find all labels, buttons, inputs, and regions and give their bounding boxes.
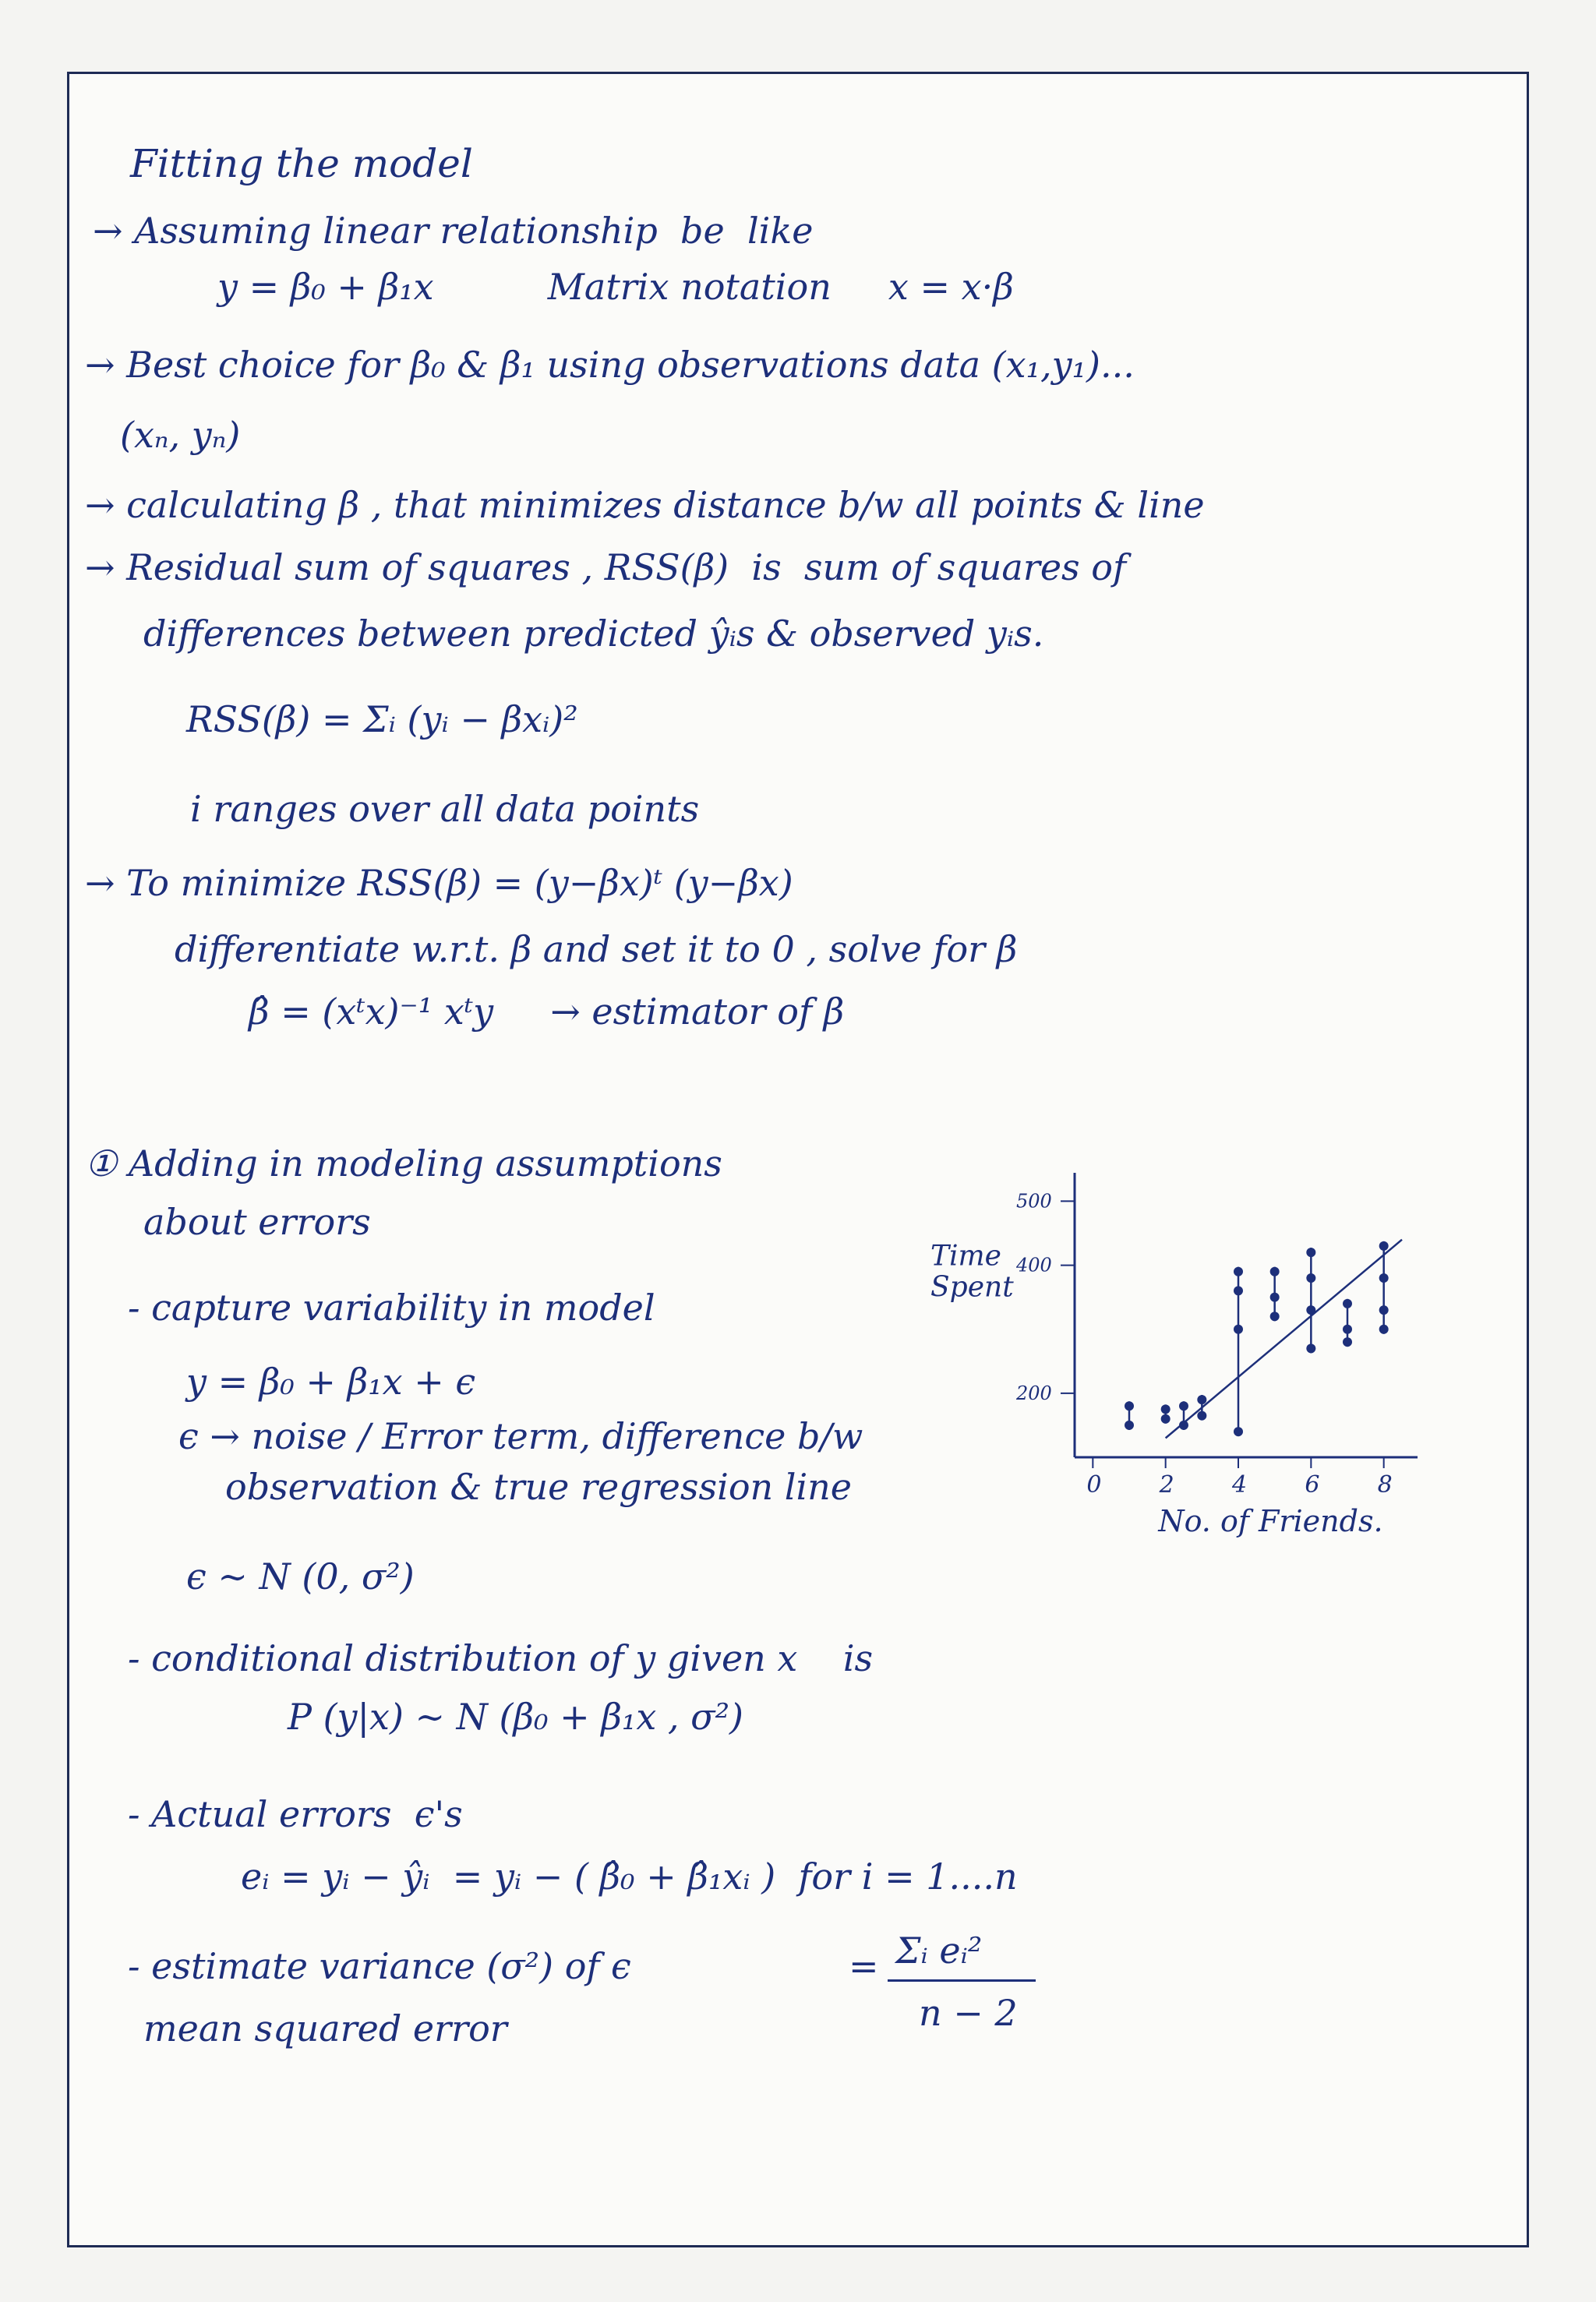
page-title: Fitting the model [130,141,473,186]
equation: ϵ ∼ N (0, σ²) [186,1555,415,1598]
y-axis-label: Time [930,1240,1001,1273]
y-tick-label: 500 [1016,1190,1052,1213]
fraction-numerator: Σᵢ eᵢ² [895,1930,983,1972]
x-tick-label: 6 [1305,1471,1320,1499]
note-line: differentiate w.r.t. β and set it to 0 , solve for β [175,928,1018,970]
data-point [1197,1411,1206,1421]
note-line: → Residual sum of squares , RSS(β) is sum of squares of [85,546,1126,588]
data-point [1379,1273,1389,1283]
note-line: i ranges over all data points [190,788,700,830]
data-point [1234,1267,1243,1276]
data-point [1343,1325,1352,1334]
equation: P (y|x) ∼ N (β₀ + β₁x , σ²) [288,1696,743,1738]
note-line: → Assuming linear relationship be like [93,210,814,252]
y-tick-label: 200 [1016,1382,1052,1404]
note-line: about errors [143,1201,371,1243]
y-axis-label: Spent [930,1271,1014,1304]
data-point [1306,1248,1315,1257]
y-tick-label: 400 [1016,1254,1052,1276]
note-line: - conditional distribution of y given x is [128,1637,874,1679]
equation: β̂ = (xᵗx)⁻¹ xᵗy → estimator of β [249,990,845,1033]
note-line: differences between predicted ŷᵢs & observed yᵢs. [143,613,1044,655]
x-tick-label: 8 [1377,1471,1393,1499]
note-line: observation & true regression line [225,1466,853,1508]
data-point [1343,1299,1352,1308]
data-point [1306,1273,1315,1283]
x-axis-label: No. of Friends. [1158,1504,1383,1538]
equation: eᵢ = yᵢ − ŷᵢ = yᵢ − ( β̂₀ + β̂₁xᵢ ) for i = 1....n [241,1855,1018,1898]
note-line: y = β₀ + β₁x Matrix notation x = x·β [217,266,1014,308]
scatter-plot [880,1149,1472,1570]
regression-line [1166,1240,1402,1439]
note-line: ϵ → noise / Error term, difference b/w [178,1415,863,1457]
note-line: mean squared error [143,2007,507,2050]
data-point [1179,1401,1188,1411]
data-point [1197,1395,1206,1404]
data-point [1234,1427,1243,1436]
data-point [1379,1325,1389,1334]
data-point [1125,1401,1134,1411]
fraction-denominator: n − 2 [919,1992,1018,2034]
data-point [1125,1421,1134,1430]
data-point [1270,1293,1280,1302]
data-point [1234,1286,1243,1295]
note-line: (xₙ, yₙ) [120,414,241,456]
notebook-page [67,72,1529,2247]
data-point [1161,1404,1171,1414]
equation: → To minimize RSS(β) = (y−βx)ᵗ (y−βx) [85,862,793,904]
fraction-bar [888,1979,1036,1982]
note-line: → calculating β , that minimizes distance b/w all points & line [85,484,1205,526]
note-line: → Best choice for β₀ & β₁ using observations data (x₁,y₁)... [85,344,1135,386]
equation: y = β₀ + β₁x + ϵ [186,1361,476,1403]
note-line: - estimate variance (σ²) of ϵ [128,1945,631,1987]
x-tick-label: 4 [1232,1471,1248,1499]
data-point [1379,1305,1389,1315]
equation: = [849,1945,879,1987]
x-tick-label: 2 [1159,1471,1174,1499]
section-heading: ① Adding in modeling assumptions [85,1142,722,1185]
data-point [1161,1414,1171,1424]
note-line: - Actual errors ϵ's [128,1793,463,1835]
data-point [1343,1337,1352,1347]
data-point [1270,1267,1280,1276]
note-line: - capture variability in model [128,1287,655,1329]
data-point [1270,1312,1280,1321]
x-tick-label: 0 [1086,1471,1102,1499]
equation: RSS(β) = Σᵢ (yᵢ − βxᵢ)² [186,698,578,740]
data-point [1379,1241,1389,1251]
data-point [1234,1325,1243,1334]
data-point [1306,1343,1315,1353]
